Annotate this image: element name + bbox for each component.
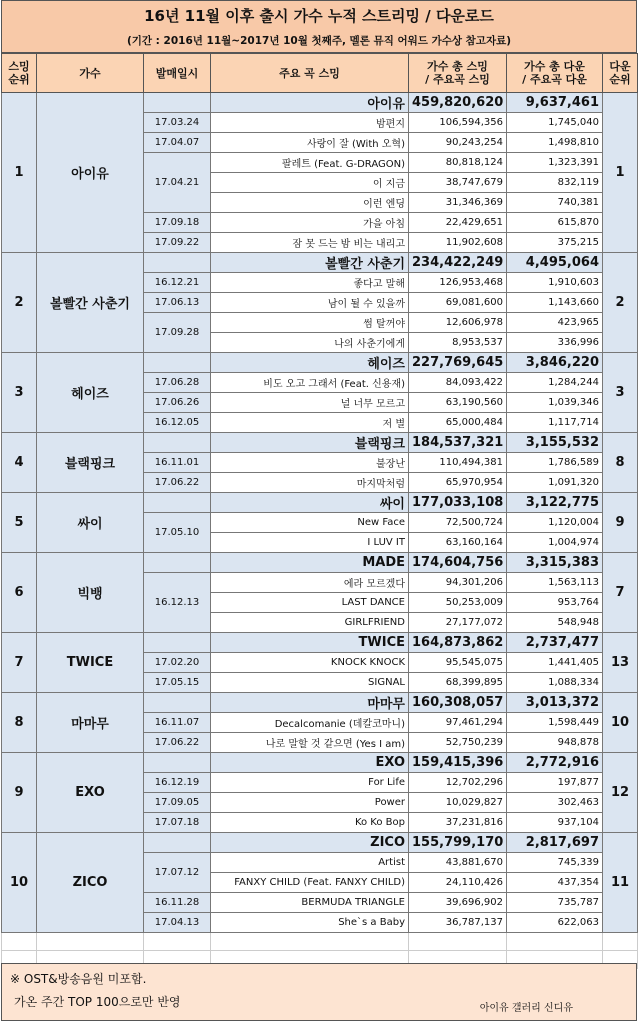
song-stream: 39,696,902 bbox=[409, 893, 507, 913]
artist-name: EXO bbox=[37, 753, 144, 833]
download-rank: 7 bbox=[603, 553, 638, 633]
download-rank: 13 bbox=[603, 633, 638, 693]
download-rank: 3 bbox=[603, 353, 638, 433]
song-stream: 72,500,724 bbox=[409, 513, 507, 533]
stream-rank: 7 bbox=[2, 633, 37, 693]
stream-rank: 3 bbox=[2, 353, 37, 433]
release-date: 17.06.22 bbox=[144, 473, 211, 493]
song-stream: 80,818,124 bbox=[409, 153, 507, 173]
song-download: 197,877 bbox=[507, 773, 603, 793]
total-download: 9,637,461 bbox=[507, 93, 603, 113]
total-stream: 155,799,170 bbox=[409, 833, 507, 853]
total-label: 볼빨간 사춘기 bbox=[211, 253, 409, 273]
song-stream: 106,594,356 bbox=[409, 113, 507, 133]
release-date: 16.12.05 bbox=[144, 413, 211, 433]
release-date: 16.12.21 bbox=[144, 273, 211, 293]
release-date: 17.04.07 bbox=[144, 133, 211, 153]
release-date: 16.11.28 bbox=[144, 893, 211, 913]
total-release-cell bbox=[144, 753, 211, 773]
total-download: 3,155,532 bbox=[507, 433, 603, 453]
release-date: 17.02.20 bbox=[144, 653, 211, 673]
song-stream: 43,881,670 bbox=[409, 853, 507, 873]
song-download: 437,354 bbox=[507, 873, 603, 893]
song-title: KNOCK KNOCK bbox=[211, 653, 409, 673]
header-total-down: 가수 총 다운 / 주요곡 다운 bbox=[507, 54, 603, 93]
song-title: SIGNAL bbox=[211, 673, 409, 693]
total-stream: 234,422,249 bbox=[409, 253, 507, 273]
stream-rank: 9 bbox=[2, 753, 37, 833]
total-label: 마마무 bbox=[211, 693, 409, 713]
footer-note-2: 가온 주간 TOP 100으로만 반영 bbox=[14, 995, 181, 1009]
artist-total-row bbox=[2, 93, 638, 113]
stream-rank: 1 bbox=[2, 93, 37, 253]
total-release-cell bbox=[144, 353, 211, 373]
song-download: 548,948 bbox=[507, 613, 603, 633]
total-label: EXO bbox=[211, 753, 409, 773]
song-title: 팔레트 (Feat. G-DRAGON) bbox=[211, 153, 409, 173]
song-stream: 38,747,679 bbox=[409, 173, 507, 193]
song-stream: 84,093,422 bbox=[409, 373, 507, 393]
song-title: She`s a Baby bbox=[211, 913, 409, 933]
song-download: 1,039,346 bbox=[507, 393, 603, 413]
total-stream: 177,033,108 bbox=[409, 493, 507, 513]
song-stream: 31,346,369 bbox=[409, 193, 507, 213]
song-download: 1,563,113 bbox=[507, 573, 603, 593]
total-download: 3,846,220 bbox=[507, 353, 603, 373]
song-title: 불장난 bbox=[211, 453, 409, 473]
song-download: 1,598,449 bbox=[507, 713, 603, 733]
download-rank: 12 bbox=[603, 753, 638, 833]
song-title: 잠 못 드는 밤 비는 내리고 bbox=[211, 233, 409, 253]
total-stream: 227,769,645 bbox=[409, 353, 507, 373]
song-stream: 10,029,827 bbox=[409, 793, 507, 813]
song-title: 좋다고 말해 bbox=[211, 273, 409, 293]
release-date: 16.11.07 bbox=[144, 713, 211, 733]
song-stream: 8,953,537 bbox=[409, 333, 507, 353]
stream-rank: 2 bbox=[2, 253, 37, 353]
song-stream: 65,970,954 bbox=[409, 473, 507, 493]
artist-total-row bbox=[2, 493, 638, 513]
song-download: 1,117,714 bbox=[507, 413, 603, 433]
footer-credit: 아이유 갤러리 신디유 bbox=[479, 1003, 573, 1014]
release-date: 17.06.26 bbox=[144, 393, 211, 413]
song-stream: 11,902,608 bbox=[409, 233, 507, 253]
release-date: 16.12.19 bbox=[144, 773, 211, 793]
song-stream: 36,787,137 bbox=[409, 913, 507, 933]
total-release-cell bbox=[144, 553, 211, 573]
total-label: ZICO bbox=[211, 833, 409, 853]
song-stream: 95,545,075 bbox=[409, 653, 507, 673]
release-date: 17.09.28 bbox=[144, 313, 211, 353]
song-download: 745,339 bbox=[507, 853, 603, 873]
song-title: I LUV IT bbox=[211, 533, 409, 553]
release-date: 17.09.22 bbox=[144, 233, 211, 253]
release-date: 17.07.18 bbox=[144, 813, 211, 833]
song-download: 1,910,603 bbox=[507, 273, 603, 293]
footer-note bbox=[1, 963, 637, 1021]
song-stream: 69,081,600 bbox=[409, 293, 507, 313]
total-download: 2,737,477 bbox=[507, 633, 603, 653]
artist-name: 헤이즈 bbox=[37, 353, 144, 433]
empty-cell bbox=[211, 933, 409, 951]
total-download: 2,817,697 bbox=[507, 833, 603, 853]
song-download: 423,965 bbox=[507, 313, 603, 333]
download-rank: 9 bbox=[603, 493, 638, 553]
song-title: 마지막처럼 bbox=[211, 473, 409, 493]
stream-rank: 5 bbox=[2, 493, 37, 553]
song-stream: 12,702,296 bbox=[409, 773, 507, 793]
song-title: 에라 모르겠다 bbox=[211, 573, 409, 593]
ranking-table bbox=[1, 53, 638, 969]
download-rank: 8 bbox=[603, 433, 638, 493]
total-release-cell bbox=[144, 433, 211, 453]
song-title: LAST DANCE bbox=[211, 593, 409, 613]
artist-total-row bbox=[2, 753, 638, 773]
song-download: 1,284,244 bbox=[507, 373, 603, 393]
song-title: 이런 엔딩 bbox=[211, 193, 409, 213]
release-date: 16.12.13 bbox=[144, 573, 211, 633]
stream-rank: 6 bbox=[2, 553, 37, 633]
song-stream: 68,399,895 bbox=[409, 673, 507, 693]
total-label: 싸이 bbox=[211, 493, 409, 513]
release-date: 17.09.05 bbox=[144, 793, 211, 813]
artist-name: ZICO bbox=[37, 833, 144, 933]
release-date: 17.04.21 bbox=[144, 153, 211, 213]
total-release-cell bbox=[144, 493, 211, 513]
total-label: 아이유 bbox=[211, 93, 409, 113]
ranking-sheet bbox=[1, 0, 637, 969]
total-stream: 159,415,396 bbox=[409, 753, 507, 773]
release-date: 17.04.13 bbox=[144, 913, 211, 933]
song-title: BERMUDA TRIANGLE bbox=[211, 893, 409, 913]
footer-note-1: ※ OST&방송음원 미포함. bbox=[10, 972, 147, 986]
song-stream: 12,606,978 bbox=[409, 313, 507, 333]
song-title: Ko Ko Bop bbox=[211, 813, 409, 833]
artist-total-row bbox=[2, 833, 638, 853]
song-download: 1,323,391 bbox=[507, 153, 603, 173]
song-title: 가을 아침 bbox=[211, 213, 409, 233]
header-total-stream: 가수 총 스밍 / 주요곡 스밍 bbox=[409, 54, 507, 93]
total-release-cell bbox=[144, 93, 211, 113]
song-stream: 27,177,072 bbox=[409, 613, 507, 633]
total-label: TWICE bbox=[211, 633, 409, 653]
artist-total-row bbox=[2, 353, 638, 373]
song-stream: 97,461,294 bbox=[409, 713, 507, 733]
total-release-cell bbox=[144, 633, 211, 653]
song-stream: 24,110,426 bbox=[409, 873, 507, 893]
song-stream: 90,243,254 bbox=[409, 133, 507, 153]
header-release: 발매일시 bbox=[144, 54, 211, 93]
song-stream: 52,750,239 bbox=[409, 733, 507, 753]
release-date: 17.07.12 bbox=[144, 853, 211, 893]
song-title: GIRLFRIEND bbox=[211, 613, 409, 633]
artist-total-row bbox=[2, 553, 638, 573]
artist-name: 블랙핑크 bbox=[37, 433, 144, 493]
song-title: 비도 오고 그래서 (Feat. 신용재) bbox=[211, 373, 409, 393]
header-row bbox=[2, 54, 638, 93]
song-title: Power bbox=[211, 793, 409, 813]
song-title: 남이 될 수 있을까 bbox=[211, 293, 409, 313]
header-songs: 주요 곡 스밍 bbox=[211, 54, 409, 93]
artist-total-row bbox=[2, 253, 638, 273]
song-title: 저 별 bbox=[211, 413, 409, 433]
total-release-cell bbox=[144, 693, 211, 713]
total-release-cell bbox=[144, 833, 211, 853]
song-download: 1,745,040 bbox=[507, 113, 603, 133]
song-download: 1,091,320 bbox=[507, 473, 603, 493]
artist-total-row bbox=[2, 433, 638, 453]
sheet-subtitle: (기간 : 2016년 11월~2017년 10월 첫째주, 멜론 뮤직 어워드 가수상 참고자료) bbox=[1, 31, 637, 53]
total-download: 4,495,064 bbox=[507, 253, 603, 273]
total-label: 블랙핑크 bbox=[211, 433, 409, 453]
song-title: 썸 탈꺼야 bbox=[211, 313, 409, 333]
total-stream: 174,604,756 bbox=[409, 553, 507, 573]
total-stream: 459,820,620 bbox=[409, 93, 507, 113]
total-stream: 160,308,057 bbox=[409, 693, 507, 713]
artist-name: 싸이 bbox=[37, 493, 144, 553]
song-title: FANXY CHILD (Feat. FANXY CHILD) bbox=[211, 873, 409, 893]
song-download: 948,878 bbox=[507, 733, 603, 753]
empty-cell bbox=[144, 933, 211, 951]
song-download: 1,441,405 bbox=[507, 653, 603, 673]
header-artist: 가수 bbox=[37, 54, 144, 93]
total-stream: 184,537,321 bbox=[409, 433, 507, 453]
song-title: New Face bbox=[211, 513, 409, 533]
song-stream: 126,953,468 bbox=[409, 273, 507, 293]
stream-rank: 4 bbox=[2, 433, 37, 493]
download-rank: 11 bbox=[603, 833, 638, 933]
artist-name: TWICE bbox=[37, 633, 144, 693]
song-stream: 37,231,816 bbox=[409, 813, 507, 833]
song-title: For Life bbox=[211, 773, 409, 793]
header-stream-rank: 스밍 순위 bbox=[2, 54, 37, 93]
song-title: 사랑이 잘 (With 오혁) bbox=[211, 133, 409, 153]
stream-rank: 10 bbox=[2, 833, 37, 933]
song-download: 336,996 bbox=[507, 333, 603, 353]
artist-name: 볼빨간 사춘기 bbox=[37, 253, 144, 353]
empty-cell bbox=[409, 933, 507, 951]
release-date: 17.05.10 bbox=[144, 513, 211, 553]
header-down-rank: 다운 순위 bbox=[603, 54, 638, 93]
release-date: 17.05.15 bbox=[144, 673, 211, 693]
empty-cell bbox=[603, 933, 638, 951]
total-download: 3,122,775 bbox=[507, 493, 603, 513]
song-stream: 94,301,206 bbox=[409, 573, 507, 593]
song-download: 1,120,004 bbox=[507, 513, 603, 533]
release-date: 17.09.18 bbox=[144, 213, 211, 233]
release-date: 17.06.22 bbox=[144, 733, 211, 753]
song-download: 832,119 bbox=[507, 173, 603, 193]
artist-total-row bbox=[2, 633, 638, 653]
download-rank: 10 bbox=[603, 693, 638, 753]
song-title: 밤편지 bbox=[211, 113, 409, 133]
song-title: 널 너무 모르고 bbox=[211, 393, 409, 413]
artist-name: 아이유 bbox=[37, 93, 144, 253]
empty-cell bbox=[2, 933, 37, 951]
download-rank: 1 bbox=[603, 93, 638, 253]
song-title: 나로 말할 것 같으면 (Yes I am) bbox=[211, 733, 409, 753]
song-download: 1,004,974 bbox=[507, 533, 603, 553]
empty-row bbox=[2, 933, 638, 951]
artist-total-row bbox=[2, 693, 638, 713]
empty-cell bbox=[37, 933, 144, 951]
song-title: 이 지금 bbox=[211, 173, 409, 193]
song-download: 375,215 bbox=[507, 233, 603, 253]
song-download: 1,088,334 bbox=[507, 673, 603, 693]
song-download: 937,104 bbox=[507, 813, 603, 833]
song-title: 나의 사춘기에게 bbox=[211, 333, 409, 353]
song-title: Decalcomanie (데칼코마니) bbox=[211, 713, 409, 733]
total-label: 헤이즈 bbox=[211, 353, 409, 373]
song-download: 622,063 bbox=[507, 913, 603, 933]
download-rank: 2 bbox=[603, 253, 638, 353]
sheet-title: 16년 11월 이후 출시 가수 누적 스트리밍 / 다운로드 bbox=[1, 0, 637, 31]
release-date: 16.11.01 bbox=[144, 453, 211, 473]
song-download: 1,143,660 bbox=[507, 293, 603, 313]
song-download: 1,786,589 bbox=[507, 453, 603, 473]
song-stream: 63,190,560 bbox=[409, 393, 507, 413]
artist-name: 마마무 bbox=[37, 693, 144, 753]
empty-cell bbox=[507, 933, 603, 951]
song-stream: 110,494,381 bbox=[409, 453, 507, 473]
release-date: 17.06.13 bbox=[144, 293, 211, 313]
total-release-cell bbox=[144, 253, 211, 273]
song-stream: 50,253,009 bbox=[409, 593, 507, 613]
song-stream: 65,000,484 bbox=[409, 413, 507, 433]
song-stream: 22,429,651 bbox=[409, 213, 507, 233]
total-stream: 164,873,862 bbox=[409, 633, 507, 653]
song-download: 302,463 bbox=[507, 793, 603, 813]
release-date: 17.03.24 bbox=[144, 113, 211, 133]
stream-rank: 8 bbox=[2, 693, 37, 753]
song-stream: 63,160,164 bbox=[409, 533, 507, 553]
release-date: 17.06.28 bbox=[144, 373, 211, 393]
total-download: 2,772,916 bbox=[507, 753, 603, 773]
song-download: 735,787 bbox=[507, 893, 603, 913]
total-label: MADE bbox=[211, 553, 409, 573]
total-download: 3,013,372 bbox=[507, 693, 603, 713]
song-title: Artist bbox=[211, 853, 409, 873]
song-download: 953,764 bbox=[507, 593, 603, 613]
song-download: 740,381 bbox=[507, 193, 603, 213]
song-download: 615,870 bbox=[507, 213, 603, 233]
artist-name: 빅뱅 bbox=[37, 553, 144, 633]
song-download: 1,498,810 bbox=[507, 133, 603, 153]
total-download: 3,315,383 bbox=[507, 553, 603, 573]
